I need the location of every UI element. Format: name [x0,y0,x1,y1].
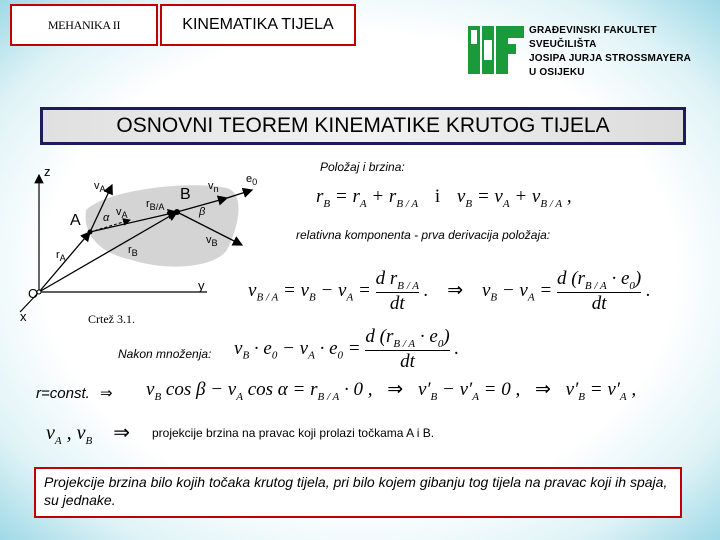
va-projection-label [116,206,128,220]
va-label [94,180,106,194]
section-label [160,4,356,46]
projection-symbols: $v_A$ , $v_B$ ⇒ [46,422,131,447]
point-a-label: A [70,212,81,229]
vn-letter: v [208,180,214,192]
ra-label [56,249,66,263]
point-a [88,230,93,235]
ra-letter: r [56,249,60,261]
course-label [10,4,158,46]
vn-subscript: n [213,184,219,195]
institution-line: JOSIPA JURJA STROSSMAYERA [529,53,692,64]
relative-component-label: relativna komponenta - prva derivacija položaja: [296,228,551,242]
institution-line: U OSIJEKU [529,67,585,78]
vb-subscript: B [211,238,218,249]
projections-text: projekcije brzina na pravac koji prolazi točkama A i B. [152,426,435,440]
origin-label: O [28,286,39,301]
slide-title-text: OSNOVNI TEOREM KINEMATIKE KRUTOG TIJELA [116,114,610,137]
rconst-text: r=const. [36,385,90,402]
vap-letter: v [116,206,122,218]
rconst-label: r=const. ⇒ [36,385,113,402]
vb-letter: v [206,234,212,246]
rb-subscript: B [131,248,138,259]
faculty-logo-icon [468,26,524,74]
point-b [174,209,180,215]
z-label: z [44,164,51,179]
conclusion-box [34,467,682,518]
e0-label [246,173,257,187]
section-text: KINEMATIKA TIJELA [182,16,334,33]
institution-line: GRAĐEVINSKI FAKULTET [529,25,657,36]
rba-letter: r [146,198,150,210]
e0-letter: e [246,173,253,185]
vn-label [208,180,219,194]
institution-line: SVEUČILIŠTA [529,39,597,50]
position-equation: $r_B = r_A + r_{B / A}$ i $v_B = v_A + v_{B / A}$ , [316,186,572,210]
y-label: y [198,278,205,293]
ra-subscript: A [59,253,66,264]
vap-subscript: A [121,210,128,221]
x-label: x [20,309,27,324]
course-text: MEHANIKA II [47,17,121,32]
institution-name [529,24,691,80]
e0-subscript: 0 [252,177,258,188]
rconst-equation: $v_B$ $\cos \beta - v_A$ $\cos \alpha = r_{B / A} \cdot 0$ , ⇒ $v'_B - v'_A = 0$ , ⇒ $v'_B = v'_A$ , [146,379,637,403]
figure-caption: Crtež 3.1. [88,312,135,326]
rba-subscript: B/A [149,202,165,213]
position-speed-label: Položaj i brzina: [320,160,405,174]
slide-title [40,107,686,145]
va-subscript: A [99,184,106,195]
rb-letter: r [128,244,132,256]
beta-label: β [199,206,206,218]
rba-label [146,198,164,212]
relative-equation: $v_{B / A} = v_B - v_A$ = $\frac{d r_{B / A}}{dt}$ . ⇒ $v_B - v_A$ = $\frac{d (r_{B / A} \cdot e_0)}{dt}$ . [248,268,651,314]
conclusion-text: Projekcije brzina bilo kojih točaka krutog tijela, pri bilo kojem gibanju tog tijela na pravac koji ih spaja, su jednake. [44,474,668,508]
multiplication-equation: $v_B \cdot e_0 - v_A \cdot e_0$ = $\frac{d (r_{B / A} \cdot e_0)}{dt}$ . [234,326,460,372]
va-letter: v [94,180,100,192]
point-b-label: B [180,186,191,203]
vb-label [206,234,218,248]
rb-label [128,244,138,258]
alpha-label: α [103,212,110,224]
after-multiplication-label: Nakon množenja: [118,347,212,361]
